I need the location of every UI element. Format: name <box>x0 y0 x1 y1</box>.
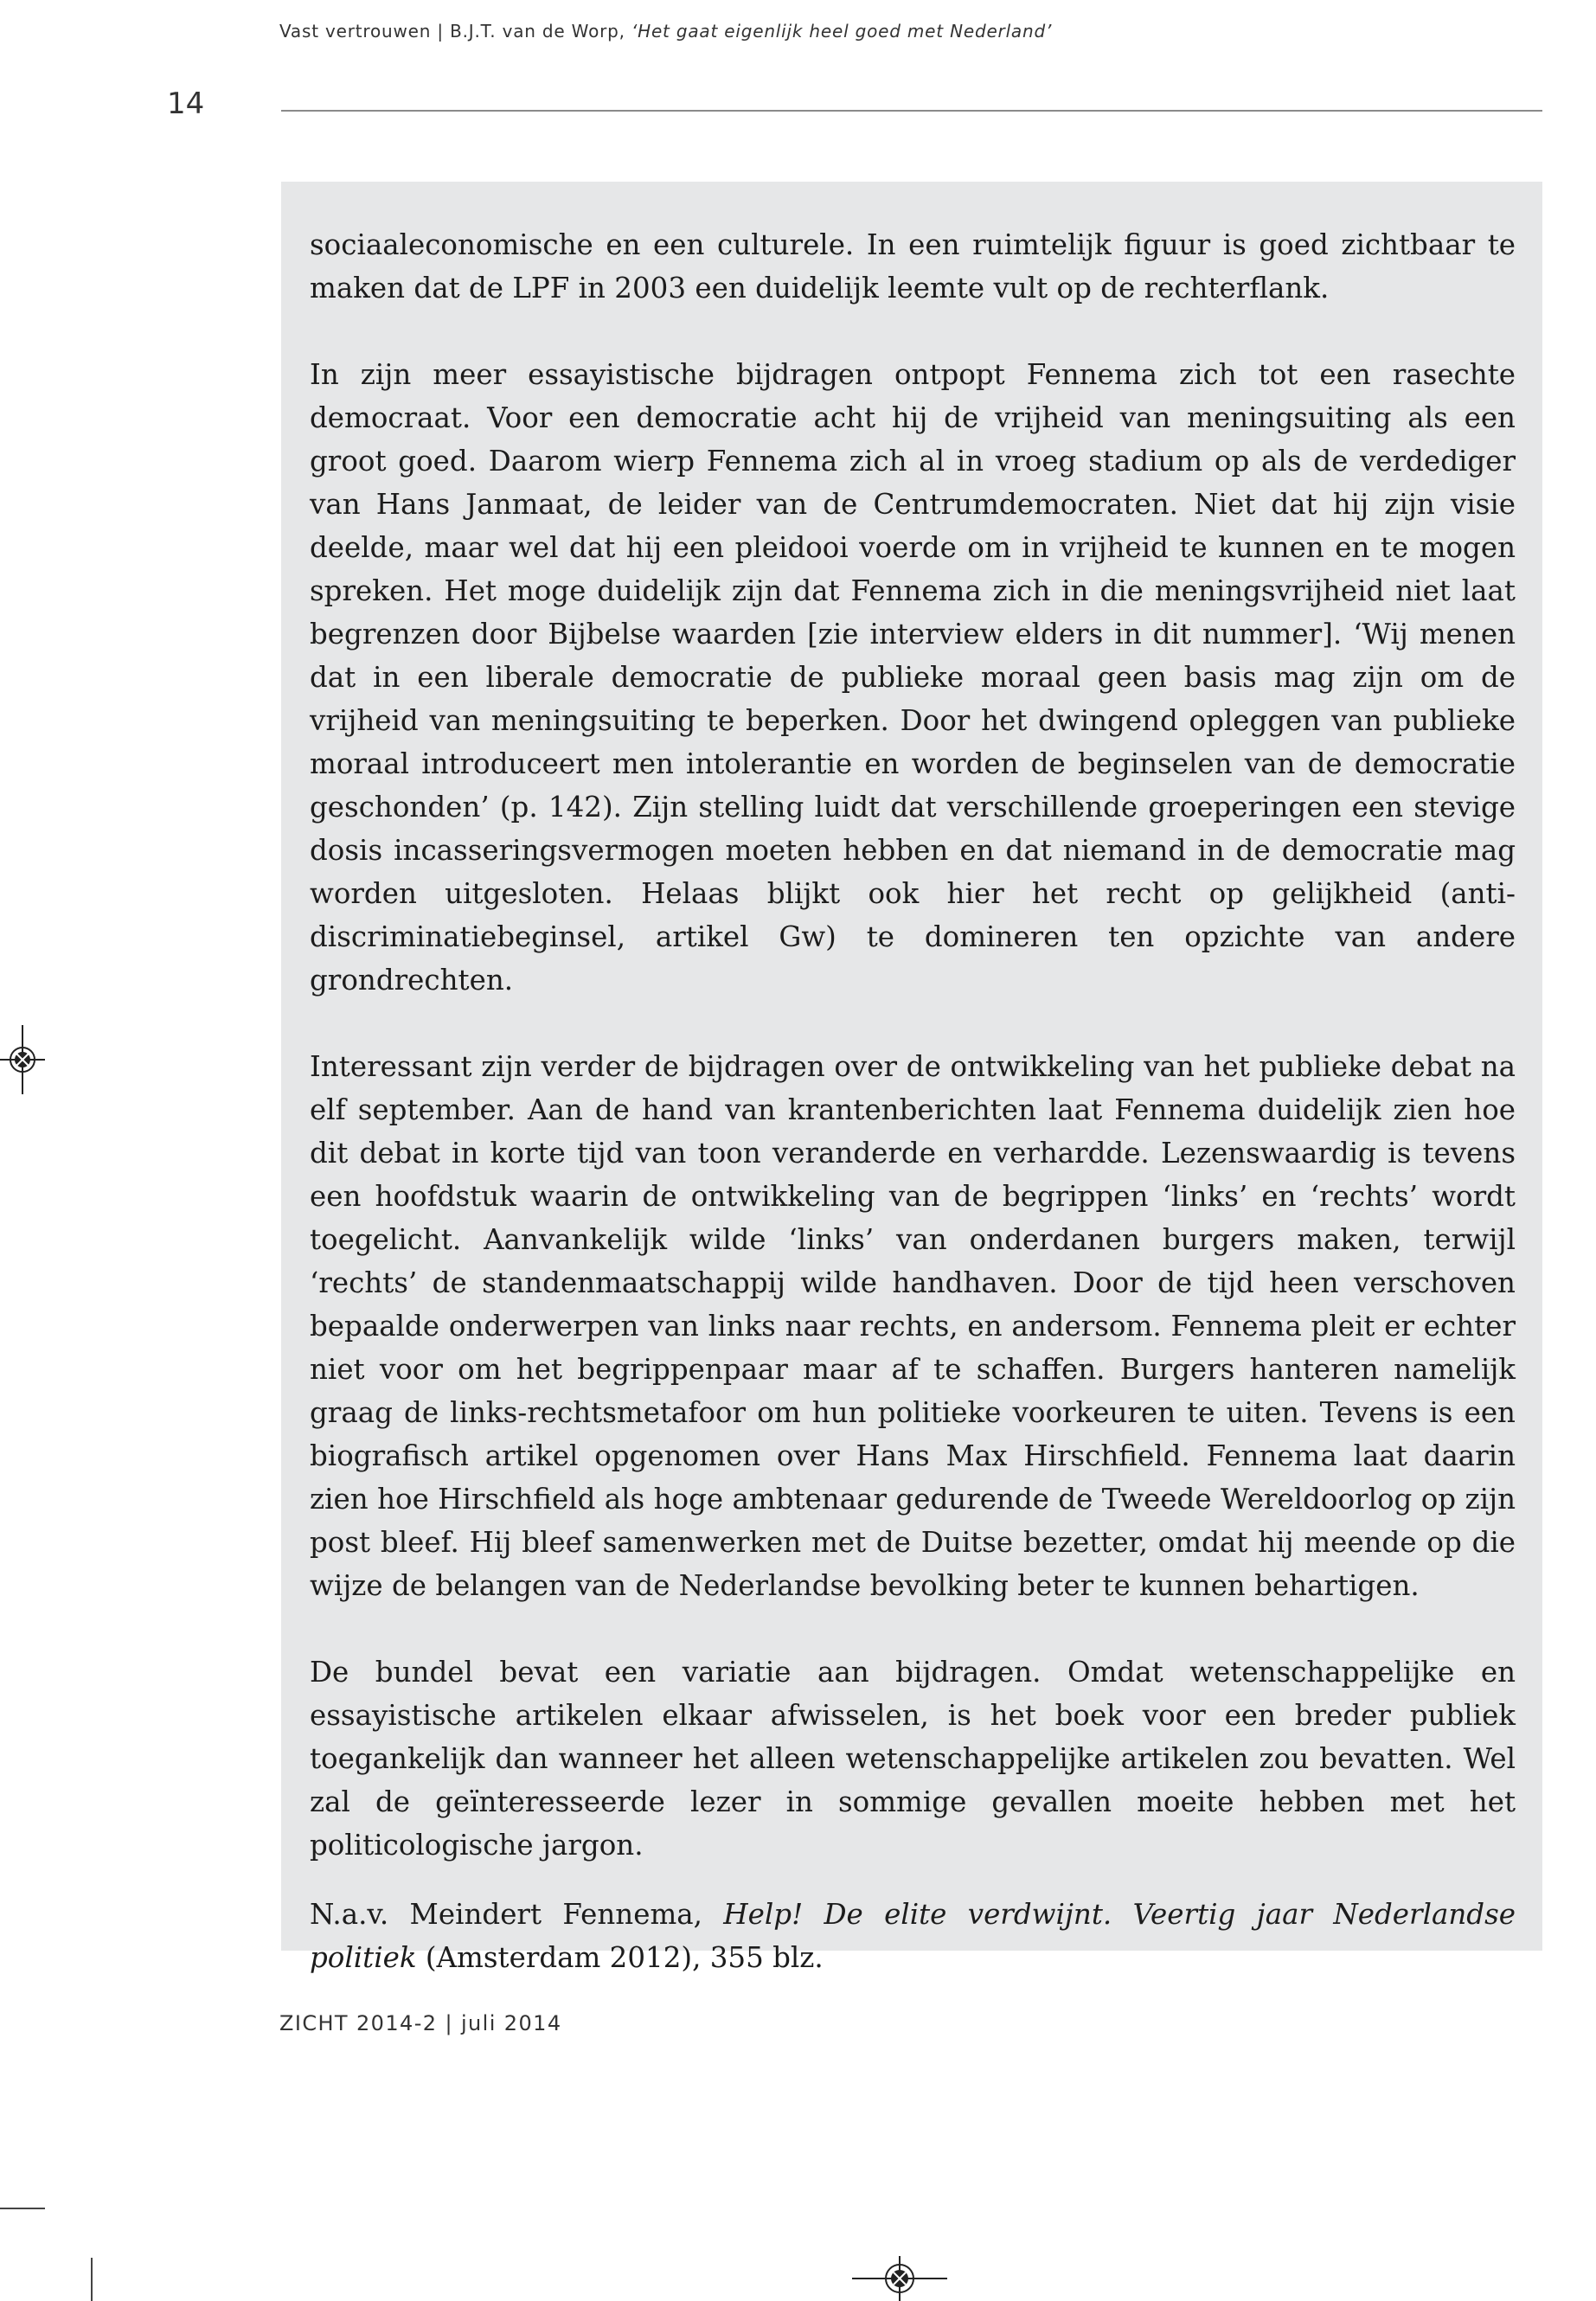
paragraph: Interessant zijn verder de bijdragen over de ontwikkeling van het publieke debat na elf september. Aan de hand van krantenberichten laat Fennema duidelijk zien hoe dit debat in korte tijd van toon veranderde en verhardde. Lezenswaardig is tevens een hoofdstuk waarin de ontwikkeling van de begrippen ‘links’ en ‘rechts’ wordt toegelicht. Aanvankelijk wilde ‘links’ van onderdanen burgers maken, terwijl ‘rechts’ de standenmaatschappij wilde handhaven. Door de tijd heen verschoven bepaalde onderwerpen van links naar rechts, en andersom. Fennema pleit er echter niet voor om het begrippenpaar maar af te schaffen. Burgers hanteren namelijk graag de links-rechtsmetafoor om hun politieke voorkeuren te uiten. Tevens is een biografisch artikel opgenomen over Hans Max Hirschfield. Fennema laat daarin zien hoe Hirschfield als hoge ambtenaar gedurende de Tweede Wereldoorlog op zijn post bleef. Hij bleef samenwerken met de Duitse bezetter, omdat hij meende op die wijze de belangen van de Nederlandse bevolking beter te kunnen behartigen. <box>310 1050 1516 1602</box>
article-body <box>310 223 1516 1979</box>
citation-suffix: (Amsterdam 2012), 355 blz. <box>416 1941 824 1974</box>
crop-mark <box>91 2258 93 2301</box>
running-head-author: Vast vertrouwen | B.J.T. van de Worp, <box>279 21 631 42</box>
registration-mark-icon <box>0 1025 45 1094</box>
book-citation <box>310 1893 1516 1979</box>
header-rule <box>281 110 1542 112</box>
running-head <box>279 21 1490 42</box>
registration-mark-icon <box>852 2256 947 2301</box>
citation-book-title: Help! De elite verdwijnt. Veertig jaar Nederlandse politiek <box>310 1898 1516 1974</box>
crop-mark <box>0 2208 45 2209</box>
paragraph: In zijn meer essayistische bijdragen ontpopt Fennema zich tot een rasechte democraat. Voor een democratie acht hij de vrijheid van meningsuiting als een groot goed. Daarom wierp Fennema zich al in vroeg stadium op als de verdediger van Hans Janmaat, de leider van de Centrumdemocraten. Niet dat hij zijn visie deelde, maar wel dat hij een pleidooi voerde om in vrijheid te kunnen en te mogen spreken. Het moge duidelijk zijn dat Fennema zich in die meningsvrijheid niet laat begrenzen door Bijbelse waarden [zie interview elders in dit nummer]. ‘Wij menen dat in een liberale democratie de publieke moraal geen basis mag zijn om de vrijheid van meningsuiting te beperken. Door het dwingend opleggen van publieke moraal introduceert men intolerantie en worden de beginselen van de democratie geschonden’ (p. 142). Zijn stelling luidt dat verschillende groeperingen een stevige dosis incasseringsvermogen moeten hebben en dat niemand in de democratie mag worden uitgesloten. Helaas blijkt ook hier het recht op gelijkheid (anti-discriminatiebeginsel, artikel Gw) te domineren ten opzichte van andere grondrechten. <box>310 358 1516 997</box>
paragraph: De bundel bevat een variatie aan bijdragen. Omdat wetenschappelijke en essayistische artikelen elkaar afwisselen, is het boek voor een breder publiek toegankelijk dan wanneer het alleen wetenschappelijke artikelen zou bevatten. Wel zal de geïnteresseerde lezer in sommige gevallen moeite hebben met het politicologische jargon. <box>310 1656 1516 1862</box>
citation-prefix: N.a.v. Meindert Fennema, <box>310 1898 724 1931</box>
paragraph: sociaaleconomische en een culturele. In een ruimtelijk figuur is goed zichtbaar te maken dat de LPF in 2003 een duidelijk leemte vult op de rechterflank. <box>310 228 1516 304</box>
running-head-title: ‘Het gaat eigenlijk heel goed met Nederland’ <box>631 21 1053 42</box>
footer-issue: ZICHT 2014-2 | juli 2014 <box>279 2011 562 2035</box>
page-number: 14 <box>167 87 205 121</box>
